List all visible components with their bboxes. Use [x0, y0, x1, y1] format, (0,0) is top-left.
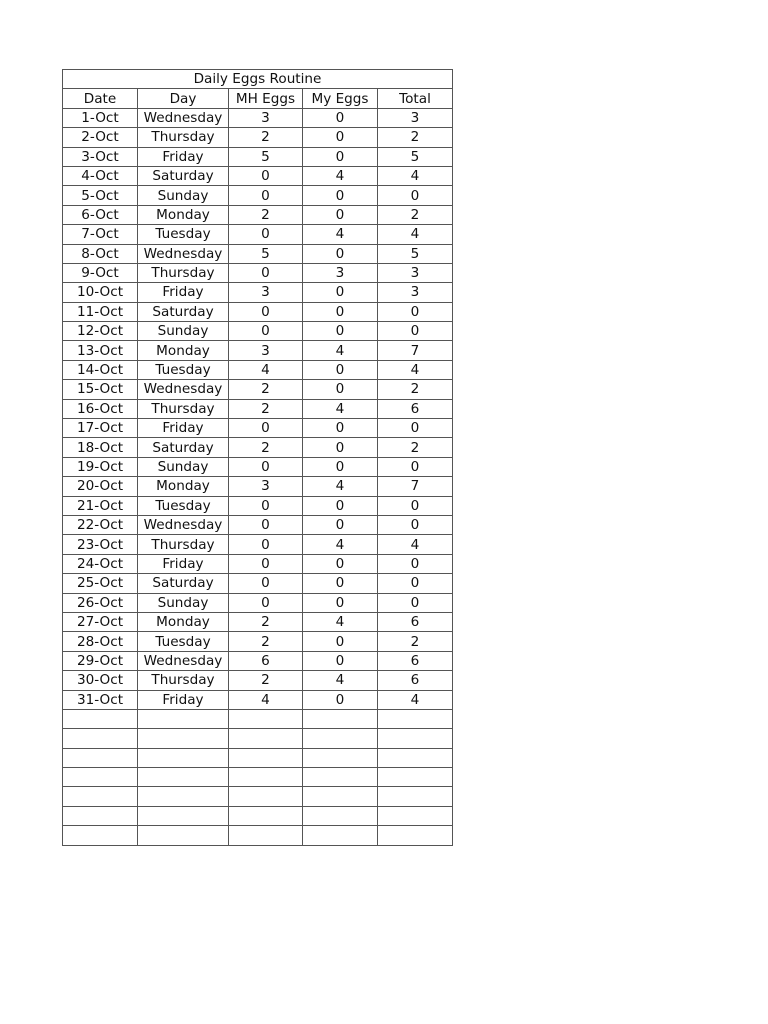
my-eggs-cell: 4 [303, 477, 378, 496]
day-cell: Wednesday [138, 380, 229, 399]
my-eggs-cell: 4 [303, 166, 378, 185]
header-day: Day [138, 89, 229, 108]
mh-eggs-cell: 0 [229, 574, 303, 593]
table-row [63, 225, 453, 244]
mh-eggs-cell: 3 [229, 108, 303, 127]
date-cell: 20-Oct [63, 477, 138, 496]
total-cell [378, 787, 453, 806]
date-cell: 26-Oct [63, 593, 138, 612]
header-date: Date [63, 89, 138, 108]
total-cell: 0 [378, 419, 453, 438]
date-cell: 7-Oct [63, 225, 138, 244]
table-row [63, 651, 453, 670]
my-eggs-cell: 0 [303, 205, 378, 224]
table-row [63, 768, 453, 787]
total-cell [378, 768, 453, 787]
my-eggs-cell: 0 [303, 244, 378, 263]
date-cell: 13-Oct [63, 341, 138, 360]
day-cell: Sunday [138, 186, 229, 205]
table-row [63, 612, 453, 631]
mh-eggs-cell: 2 [229, 128, 303, 147]
my-eggs-cell: 4 [303, 225, 378, 244]
day-cell: Wednesday [138, 651, 229, 670]
table-row [63, 263, 453, 282]
table-row [63, 515, 453, 534]
my-eggs-cell: 4 [303, 341, 378, 360]
day-cell: Monday [138, 341, 229, 360]
total-cell: 0 [378, 186, 453, 205]
total-cell [378, 806, 453, 825]
my-eggs-cell [303, 748, 378, 767]
mh-eggs-cell: 0 [229, 302, 303, 321]
total-cell: 0 [378, 496, 453, 515]
my-eggs-cell [303, 709, 378, 728]
mh-eggs-cell: 0 [229, 535, 303, 554]
total-cell: 6 [378, 651, 453, 670]
day-cell: Sunday [138, 322, 229, 341]
total-cell: 7 [378, 477, 453, 496]
my-eggs-cell: 0 [303, 186, 378, 205]
table-row [63, 690, 453, 709]
total-cell: 2 [378, 380, 453, 399]
table-row [63, 419, 453, 438]
day-cell: Tuesday [138, 632, 229, 651]
date-cell: 2-Oct [63, 128, 138, 147]
my-eggs-cell: 0 [303, 515, 378, 534]
table-row [63, 554, 453, 573]
total-cell: 0 [378, 515, 453, 534]
total-cell: 0 [378, 322, 453, 341]
date-cell: 11-Oct [63, 302, 138, 321]
total-cell: 3 [378, 263, 453, 282]
day-cell: Friday [138, 419, 229, 438]
date-cell: 16-Oct [63, 399, 138, 418]
total-cell: 4 [378, 535, 453, 554]
date-cell: 8-Oct [63, 244, 138, 263]
table-row [63, 632, 453, 651]
total-cell: 2 [378, 632, 453, 651]
date-cell: 4-Oct [63, 166, 138, 185]
my-eggs-cell: 0 [303, 574, 378, 593]
table-row [63, 496, 453, 515]
date-cell: 19-Oct [63, 457, 138, 476]
total-cell: 5 [378, 244, 453, 263]
mh-eggs-cell: 3 [229, 477, 303, 496]
day-cell: Friday [138, 554, 229, 573]
mh-eggs-cell: 0 [229, 263, 303, 282]
day-cell: Monday [138, 205, 229, 224]
my-eggs-cell: 0 [303, 419, 378, 438]
day-cell [138, 748, 229, 767]
date-cell: 14-Oct [63, 360, 138, 379]
mh-eggs-cell: 5 [229, 244, 303, 263]
my-eggs-cell: 0 [303, 147, 378, 166]
my-eggs-cell: 0 [303, 302, 378, 321]
table-row [63, 709, 453, 728]
header-mh-eggs: MH Eggs [229, 89, 303, 108]
day-cell: Sunday [138, 457, 229, 476]
day-cell: Monday [138, 477, 229, 496]
day-cell: Friday [138, 283, 229, 302]
header-total: Total [378, 89, 453, 108]
my-eggs-cell: 3 [303, 263, 378, 282]
table-row [63, 535, 453, 554]
my-eggs-cell: 0 [303, 283, 378, 302]
total-cell: 2 [378, 128, 453, 147]
mh-eggs-cell [229, 709, 303, 728]
day-cell [138, 768, 229, 787]
table-row [63, 302, 453, 321]
date-cell: 30-Oct [63, 671, 138, 690]
total-cell: 6 [378, 399, 453, 418]
day-cell: Wednesday [138, 244, 229, 263]
day-cell: Thursday [138, 399, 229, 418]
day-cell: Saturday [138, 438, 229, 457]
day-cell: Monday [138, 612, 229, 631]
mh-eggs-cell: 3 [229, 283, 303, 302]
day-cell [138, 729, 229, 748]
table-row [63, 729, 453, 748]
table-row [63, 128, 453, 147]
table-row [63, 322, 453, 341]
date-cell: 12-Oct [63, 322, 138, 341]
total-cell: 3 [378, 108, 453, 127]
total-cell: 0 [378, 302, 453, 321]
date-cell [63, 806, 138, 825]
mh-eggs-cell [229, 806, 303, 825]
date-cell: 23-Oct [63, 535, 138, 554]
my-eggs-cell: 0 [303, 128, 378, 147]
mh-eggs-cell: 0 [229, 496, 303, 515]
date-cell: 1-Oct [63, 108, 138, 127]
table-row [63, 244, 453, 263]
date-cell: 29-Oct [63, 651, 138, 670]
day-cell: Tuesday [138, 360, 229, 379]
my-eggs-cell: 0 [303, 554, 378, 573]
mh-eggs-cell: 0 [229, 225, 303, 244]
day-cell: Sunday [138, 593, 229, 612]
mh-eggs-cell: 6 [229, 651, 303, 670]
my-eggs-cell [303, 768, 378, 787]
total-cell: 4 [378, 360, 453, 379]
my-eggs-cell: 0 [303, 380, 378, 399]
date-cell [63, 768, 138, 787]
table-row [63, 283, 453, 302]
my-eggs-cell: 0 [303, 438, 378, 457]
table-row [63, 205, 453, 224]
mh-eggs-cell: 2 [229, 671, 303, 690]
date-cell: 3-Oct [63, 147, 138, 166]
my-eggs-cell: 0 [303, 360, 378, 379]
mh-eggs-cell: 0 [229, 322, 303, 341]
day-cell [138, 806, 229, 825]
total-cell: 0 [378, 554, 453, 573]
table-row [63, 186, 453, 205]
mh-eggs-cell: 0 [229, 186, 303, 205]
mh-eggs-cell [229, 768, 303, 787]
date-cell [63, 709, 138, 728]
day-cell [138, 709, 229, 728]
mh-eggs-cell: 0 [229, 419, 303, 438]
total-cell: 5 [378, 147, 453, 166]
date-cell: 28-Oct [63, 632, 138, 651]
day-cell: Thursday [138, 535, 229, 554]
my-eggs-cell: 0 [303, 496, 378, 515]
total-cell [378, 729, 453, 748]
total-cell: 4 [378, 166, 453, 185]
date-cell: 21-Oct [63, 496, 138, 515]
day-cell [138, 826, 229, 845]
date-cell: 25-Oct [63, 574, 138, 593]
day-cell: Saturday [138, 574, 229, 593]
mh-eggs-cell [229, 826, 303, 845]
mh-eggs-cell [229, 748, 303, 767]
mh-eggs-cell: 2 [229, 438, 303, 457]
mh-eggs-cell: 2 [229, 632, 303, 651]
my-eggs-cell: 4 [303, 612, 378, 631]
mh-eggs-cell: 0 [229, 457, 303, 476]
my-eggs-cell: 0 [303, 651, 378, 670]
header-my-eggs: My Eggs [303, 89, 378, 108]
day-cell: Wednesday [138, 515, 229, 534]
header-row [63, 89, 453, 108]
table-row [63, 806, 453, 825]
table-row [63, 787, 453, 806]
day-cell: Saturday [138, 166, 229, 185]
date-cell: 22-Oct [63, 515, 138, 534]
total-cell: 6 [378, 671, 453, 690]
mh-eggs-cell: 2 [229, 380, 303, 399]
date-cell: 10-Oct [63, 283, 138, 302]
my-eggs-cell: 0 [303, 690, 378, 709]
day-cell: Saturday [138, 302, 229, 321]
date-cell [63, 748, 138, 767]
day-cell: Thursday [138, 263, 229, 282]
mh-eggs-cell: 0 [229, 554, 303, 573]
my-eggs-cell: 0 [303, 632, 378, 651]
table-row [63, 438, 453, 457]
date-cell: 15-Oct [63, 380, 138, 399]
day-cell: Friday [138, 147, 229, 166]
total-cell: 2 [378, 438, 453, 457]
date-cell: 31-Oct [63, 690, 138, 709]
my-eggs-cell: 0 [303, 322, 378, 341]
day-cell: Thursday [138, 128, 229, 147]
total-cell: 0 [378, 593, 453, 612]
table-row [63, 671, 453, 690]
total-cell: 2 [378, 205, 453, 224]
total-cell: 0 [378, 457, 453, 476]
date-cell: 17-Oct [63, 419, 138, 438]
mh-eggs-cell: 0 [229, 166, 303, 185]
total-cell [378, 748, 453, 767]
table-row [63, 477, 453, 496]
table-row [63, 748, 453, 767]
table-row [63, 574, 453, 593]
day-cell [138, 787, 229, 806]
my-eggs-cell: 4 [303, 399, 378, 418]
date-cell: 18-Oct [63, 438, 138, 457]
mh-eggs-cell: 4 [229, 360, 303, 379]
eggs-table [62, 69, 453, 846]
total-cell [378, 709, 453, 728]
table-row [63, 593, 453, 612]
mh-eggs-cell [229, 729, 303, 748]
mh-eggs-cell: 5 [229, 147, 303, 166]
my-eggs-cell [303, 729, 378, 748]
mh-eggs-cell: 0 [229, 593, 303, 612]
table-row [63, 341, 453, 360]
my-eggs-cell [303, 826, 378, 845]
day-cell: Wednesday [138, 108, 229, 127]
my-eggs-cell: 0 [303, 108, 378, 127]
mh-eggs-cell: 2 [229, 612, 303, 631]
day-cell: Thursday [138, 671, 229, 690]
total-cell: 4 [378, 225, 453, 244]
date-cell: 9-Oct [63, 263, 138, 282]
date-cell: 5-Oct [63, 186, 138, 205]
date-cell: 6-Oct [63, 205, 138, 224]
day-cell: Tuesday [138, 496, 229, 515]
table-row [63, 380, 453, 399]
total-cell [378, 826, 453, 845]
mh-eggs-cell: 2 [229, 399, 303, 418]
my-eggs-cell: 0 [303, 593, 378, 612]
total-cell: 7 [378, 341, 453, 360]
table-row [63, 108, 453, 127]
table-row [63, 166, 453, 185]
total-cell: 6 [378, 612, 453, 631]
mh-eggs-cell: 0 [229, 515, 303, 534]
table-row [63, 399, 453, 418]
total-cell: 0 [378, 574, 453, 593]
day-cell: Tuesday [138, 225, 229, 244]
date-cell: 27-Oct [63, 612, 138, 631]
table-row [63, 457, 453, 476]
date-cell [63, 787, 138, 806]
total-cell: 3 [378, 283, 453, 302]
date-cell: 24-Oct [63, 554, 138, 573]
my-eggs-cell: 4 [303, 671, 378, 690]
total-cell: 4 [378, 690, 453, 709]
mh-eggs-cell: 2 [229, 205, 303, 224]
my-eggs-cell [303, 806, 378, 825]
date-cell [63, 826, 138, 845]
my-eggs-cell [303, 787, 378, 806]
my-eggs-cell: 0 [303, 457, 378, 476]
table-title: Daily Eggs Routine [63, 70, 453, 89]
table-row [63, 147, 453, 166]
mh-eggs-cell: 4 [229, 690, 303, 709]
mh-eggs-cell: 3 [229, 341, 303, 360]
date-cell [63, 729, 138, 748]
title-row [63, 70, 453, 89]
table-row [63, 360, 453, 379]
mh-eggs-cell [229, 787, 303, 806]
day-cell: Friday [138, 690, 229, 709]
table-row [63, 826, 453, 845]
my-eggs-cell: 4 [303, 535, 378, 554]
